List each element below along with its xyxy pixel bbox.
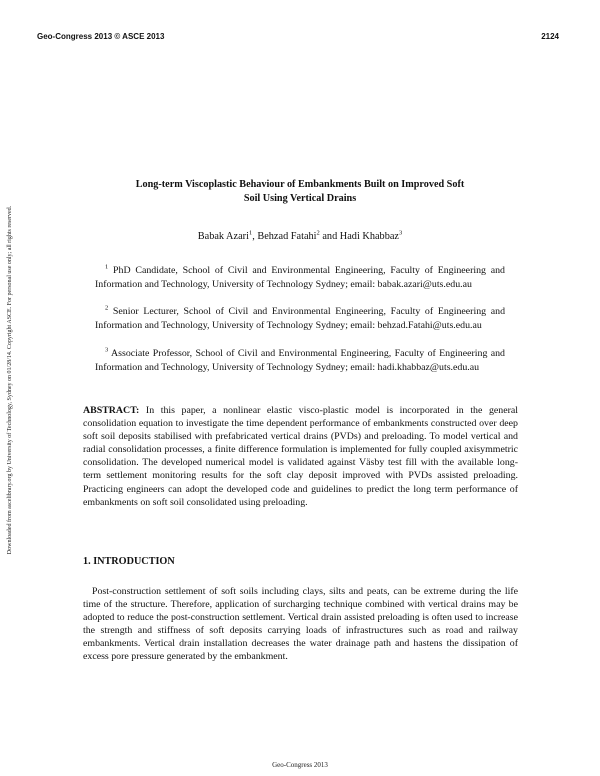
title-line-1: Long-term Viscoplastic Behaviour of Embankments Built on Improved Soft (135, 179, 465, 190)
section-heading: 1. INTRODUCTION (83, 556, 175, 567)
author-name: Behzad Fatahi (257, 231, 317, 242)
author-affiliation-mark: 2 (316, 229, 320, 237)
author-affiliation-mark: 3 (398, 229, 403, 237)
title-line-2: Soil Using Vertical Drains (243, 193, 357, 204)
affiliation-text: PhD Candidate, School of Civil and Environmental Engineering, Faculty of Engineering and Information and Technology, University of Technology Sydney; email: babak.azari@uts.edu.au (95, 265, 505, 290)
page-number: 2124 (541, 32, 559, 41)
introduction-text: Post-construction settlement of soft soils including clays, silts and peats, can be extreme during the life time of the structure. Therefore, application of surcharging technique combined with vertical drains may be adopted to reduce the post-construction settlement. Vertical drain assisted preloading is often used to increase the strength and stiffness of soft deposits carrying loads of infrastructures such as road and railway embankments. Vertical drain installation decreases the water drainage path and hastens the dissipation of excess pore pressure generated by the embankment. (83, 586, 518, 663)
affiliation (95, 347, 505, 374)
author-separator: , (252, 231, 258, 242)
author-separator: and (319, 231, 340, 242)
author-name: Hadi Khabbaz (339, 231, 399, 242)
abstract-label: ABSTRACT: (83, 405, 140, 416)
abstract (83, 404, 518, 509)
author-affiliation-mark: 1 (248, 229, 253, 237)
download-notice (4, 160, 16, 600)
running-header: Geo-Congress 2013 © ASCE 2013 (37, 32, 165, 41)
affiliation-number: 1 (105, 263, 109, 271)
affiliation-text: Associate Professor, School of Civil and Environmental Engineering, Faculty of Engineering and Information and Technology, University of Technology Sydney; email: hadi.khabbaz@uts.edu.au (95, 348, 505, 373)
paper-title (60, 178, 540, 206)
affiliation-number: 2 (105, 304, 109, 312)
introduction-paragraph (83, 585, 518, 664)
author-name: Babak Azari (197, 231, 249, 242)
affiliation-number: 3 (105, 346, 109, 354)
affiliation-text: Senior Lecturer, School of Civil and Environmental Engineering, Faculty of Engineering and Information and Technology, University of Technology Sydney; email: behzad.Fatahi@uts.edu.au (95, 306, 505, 331)
download-notice-text: Downloaded from ascelibrary.org by University of Technology, Sydney on 01/28/14. Copyright ASCE. For personal use only; all rights reserved. (7, 205, 13, 555)
abstract-text: In this paper, a nonlinear elastic visco-plastic model is incorporated in the general consolidation equation to investigate the time dependent performance of embankments constructed over deep soft soil deposits stabilised with prefabricated vertical drains (PVDs) and preloading. To model vertical and radial consolidation processes, a finite difference formulation is implemented for fully coupled axisymmetric consolidation. The developed numerical model is validated against Väsby test fill with the available long-term settlement monitoring results for the soft clay deposit improved with PVDs assisted preloading. Practicing engineers can adopt the developed code and guidelines to predict the long term performance of embankments on soft soil consolidated using preloading. (83, 405, 519, 508)
affiliation (95, 264, 505, 291)
page-footer: Geo-Congress 2013 (272, 761, 328, 769)
author-list (60, 231, 540, 242)
affiliation (95, 305, 505, 332)
